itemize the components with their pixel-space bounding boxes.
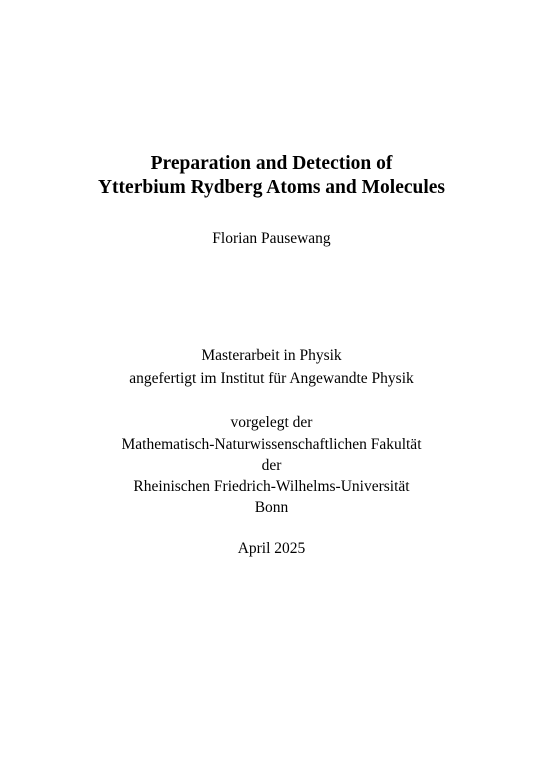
thesis-institute: angefertigt im Institut für Angewandte Physik bbox=[129, 370, 414, 387]
thesis-title-line-2: Ytterbium Rydberg Atoms and Molecules bbox=[97, 177, 446, 198]
thesis-type: Masterarbeit in Physik bbox=[201, 347, 342, 364]
author-name: Florian Pausewang bbox=[212, 230, 331, 247]
submission-line-3: der bbox=[261, 457, 282, 474]
submission-city: Bonn bbox=[254, 499, 289, 516]
submission-line-1: vorgelegt der bbox=[230, 414, 313, 431]
thesis-title-line-1: Preparation and Detection of bbox=[150, 153, 393, 174]
submission-university: Rheinischen Friedrich-Wilhelms-Universität bbox=[133, 478, 410, 495]
submission-date: April 2025 bbox=[237, 540, 306, 557]
submission-faculty: Mathematisch-Naturwissenschaftlichen Fakultät bbox=[121, 436, 422, 453]
